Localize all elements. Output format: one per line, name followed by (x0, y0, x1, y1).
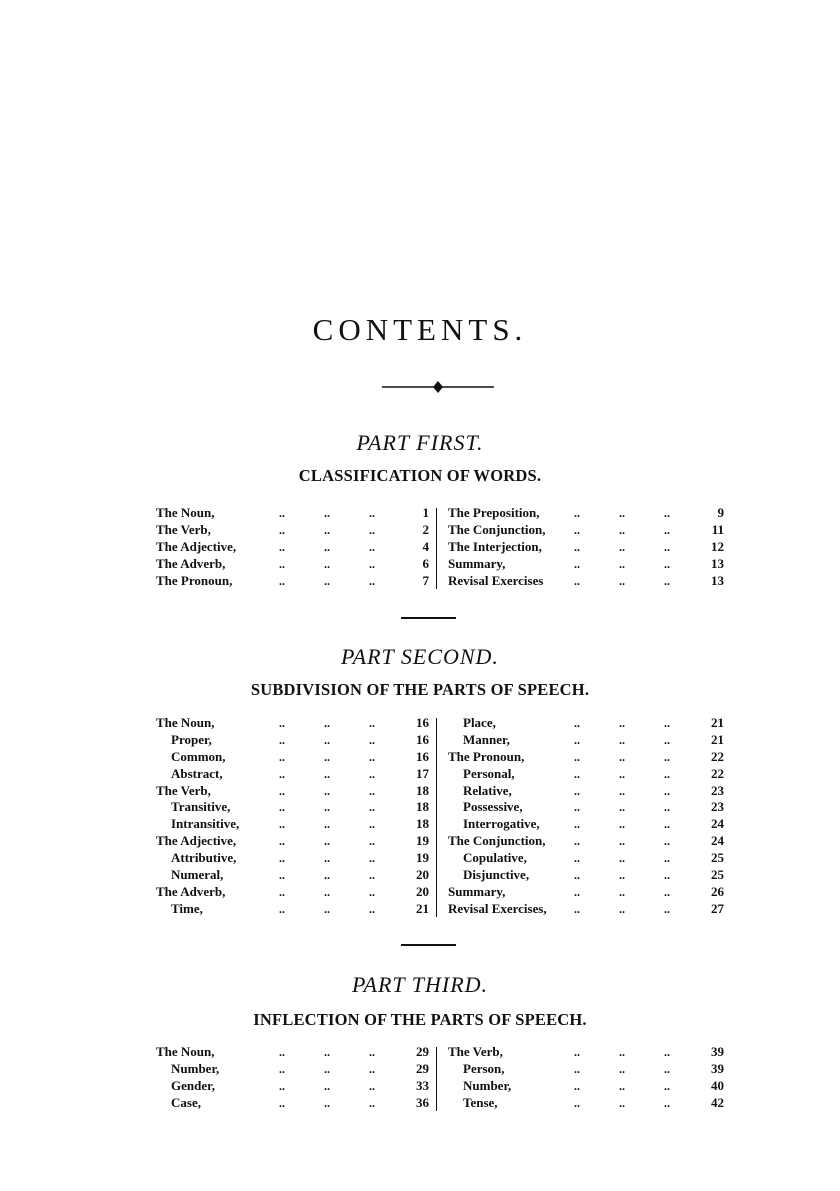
toc-entry-page-number: 18 (416, 816, 429, 832)
leader-dots: .. .. .. (574, 834, 670, 849)
toc-entry (448, 749, 724, 766)
leader-dots: .. .. .. (574, 573, 670, 588)
leader-dots: .. .. .. (279, 556, 375, 571)
toc-entry-label: Attributive, (171, 850, 237, 866)
toc-entry-label: The Adjective, (156, 833, 237, 849)
toc-entry-page-number: 21 (711, 715, 724, 730)
toc-entry-label: Case, (171, 1094, 201, 1110)
toc-entry-page-number: 23 (711, 782, 724, 798)
toc-entry-page-number: 26 (711, 883, 724, 899)
toc-entry-page-number: 22 (711, 748, 724, 764)
part-first-title: PART FIRST. (356, 430, 484, 455)
toc-entry-page-number: 25 (711, 867, 724, 883)
toc-entry (156, 556, 429, 573)
toc-entry-page-number: 18 (416, 782, 429, 798)
toc-entry-label: Summary, (448, 883, 506, 899)
toc-entry-label: Number, (463, 1077, 512, 1093)
toc-entry-label: Place, (463, 715, 496, 730)
toc-entry-page-number: 4 (422, 538, 429, 554)
leader-dots: .. .. .. (574, 749, 670, 764)
toc-entry-page-number: 20 (416, 883, 429, 899)
leader-dots: .. .. .. (279, 522, 375, 537)
leader-dots: .. .. .. (279, 817, 375, 832)
toc-column-right (448, 715, 724, 918)
toc-entry-page-number: 39 (711, 1044, 724, 1059)
page-title: CONTENTS. (312, 312, 528, 347)
toc-entry-label: Transitive, (171, 799, 231, 815)
leader-dots: .. .. .. (279, 800, 375, 815)
toc-entry (156, 732, 429, 749)
toc-entry-label: The Noun, (156, 715, 215, 730)
toc-entry-label: Abstract, (171, 765, 223, 781)
part-second-section-title: SUBDIVISION OF THE PARTS OF SPEECH. (250, 680, 590, 699)
toc-entry (448, 732, 724, 749)
toc-entry (448, 816, 724, 833)
leader-dots: .. .. .. (574, 556, 670, 571)
toc-entry (448, 867, 724, 884)
toc-entry (448, 884, 724, 901)
leader-dots: .. .. .. (279, 868, 375, 883)
toc-entry (448, 799, 724, 816)
toc-entry-page-number: 42 (711, 1094, 724, 1110)
toc-entry (448, 556, 724, 573)
toc-column-left (156, 715, 429, 918)
leader-dots: .. .. .. (574, 766, 670, 781)
toc-entry-page-number: 21 (416, 900, 429, 916)
toc-entry-label: The Pronoun, (448, 748, 525, 764)
leader-dots: .. .. .. (279, 749, 375, 764)
toc-entry (156, 867, 429, 884)
toc-entry-label: Copulative, (463, 850, 527, 866)
leader-dots: .. .. .. (279, 834, 375, 849)
toc-entry-label: Interrogative, (463, 816, 540, 832)
toc-entry (156, 1044, 429, 1061)
toc-entry (156, 799, 429, 816)
leader-dots: .. .. .. (574, 783, 670, 798)
toc-entry-label: Time, (171, 900, 203, 916)
part-first-section-title: CLASSIFICATION OF WORDS. (298, 466, 542, 485)
toc-entry-label: The Adverb, (156, 883, 226, 899)
toc-entry (156, 522, 429, 539)
toc-entry-label: The Verb, (448, 1044, 503, 1059)
toc-entry (448, 1061, 724, 1078)
toc-entry-page-number: 7 (422, 572, 429, 588)
leader-dots: .. .. .. (279, 766, 375, 781)
toc-entry-label: The Adjective, (156, 538, 237, 554)
toc-entry (156, 539, 429, 556)
toc-entry (156, 505, 429, 522)
toc-entry-label: The Conjunction, (448, 521, 546, 537)
toc-entry-label: The Noun, (156, 1044, 215, 1059)
toc-entry-label: Person, (463, 1060, 505, 1076)
toc-entry (448, 522, 724, 539)
toc-entry (156, 1078, 429, 1095)
toc-entry-page-number: 22 (711, 765, 724, 781)
toc-entry-page-number: 9 (717, 505, 724, 520)
leader-dots: .. .. .. (279, 1078, 375, 1093)
toc-entry-page-number: 20 (416, 867, 429, 883)
part-third-section-title: INFLECTION OF THE PARTS OF SPEECH. (253, 1010, 587, 1029)
leader-dots: .. .. .. (574, 901, 670, 916)
leader-dots: .. .. .. (574, 800, 670, 815)
toc-column-left (156, 505, 429, 589)
leader-dots: .. .. .. (574, 1095, 670, 1110)
part-second-title: PART SECOND. (341, 644, 499, 669)
leader-dots: .. .. .. (279, 1095, 375, 1110)
toc-entry-page-number: 6 (422, 555, 429, 571)
column-divider (436, 1047, 437, 1111)
leader-dots: .. .. .. (574, 522, 670, 537)
toc-entry-page-number: 33 (416, 1077, 429, 1093)
toc-entry-page-number: 11 (711, 521, 724, 537)
toc-entry-page-number: 12 (711, 538, 724, 554)
leader-dots: .. .. .. (279, 716, 375, 730)
toc-entry (156, 901, 429, 918)
toc-entry-page-number: 29 (416, 1060, 429, 1076)
toc-entry (156, 850, 429, 867)
toc-entry-page-number: 36 (416, 1094, 429, 1110)
leader-dots: .. .. .. (279, 783, 375, 798)
leader-dots: .. .. .. (279, 573, 375, 588)
toc-column-left (156, 1044, 429, 1112)
toc-entry-label: The Adverb, (156, 555, 226, 571)
toc-entry-label: Disjunctive, (463, 867, 530, 883)
toc-entry-page-number: 17 (416, 765, 429, 781)
toc-entry (156, 783, 429, 800)
column-divider (436, 508, 437, 589)
leader-dots: .. .. .. (279, 732, 375, 747)
toc-entry (448, 715, 724, 732)
toc-entry-label: Revisal Exercises (448, 572, 544, 588)
toc-entry (448, 766, 724, 783)
toc-entry (156, 1061, 429, 1078)
toc-entry-page-number: 19 (416, 850, 429, 866)
toc-entry (156, 715, 429, 732)
toc-entry-label: Numeral, (171, 867, 224, 883)
toc-entry-label: Relative, (463, 782, 512, 798)
rule-divider (401, 617, 456, 619)
toc-entry-page-number: 40 (711, 1077, 724, 1093)
leader-dots: .. .. .. (574, 1045, 670, 1059)
toc-entry (448, 783, 724, 800)
toc-entry-label: Personal, (463, 765, 515, 781)
toc-entry-label: Common, (171, 748, 226, 764)
toc-entry-label: Gender, (171, 1077, 215, 1093)
leader-dots: .. .. .. (574, 868, 670, 883)
toc-entry-page-number: 19 (416, 833, 429, 849)
leader-dots: .. .. .. (574, 1078, 670, 1093)
toc-entry (156, 573, 429, 590)
toc-entry (156, 766, 429, 783)
toc-entry (156, 749, 429, 766)
leader-dots: .. .. .. (574, 539, 670, 554)
toc-entry (448, 901, 724, 918)
toc-entry-page-number: 24 (711, 816, 724, 832)
toc-entry-page-number: 13 (711, 555, 724, 571)
toc-entry-page-number: 27 (711, 900, 724, 916)
toc-entry (448, 850, 724, 867)
toc-entry-page-number: 18 (416, 799, 429, 815)
toc-entry-page-number: 29 (416, 1044, 429, 1059)
toc-entry-page-number: 1 (422, 505, 429, 520)
toc-entry (448, 1095, 724, 1112)
toc-entry-page-number: 2 (422, 521, 429, 537)
toc-entry-label: Tense, (463, 1094, 498, 1110)
rule-divider (401, 944, 456, 946)
toc-entry-page-number: 23 (711, 799, 724, 815)
toc-entry-label: Proper, (171, 731, 212, 747)
toc-entry (448, 539, 724, 556)
toc-column-right (448, 505, 724, 589)
toc-entry-label: Intransitive, (171, 816, 240, 832)
leader-dots: .. .. .. (574, 1061, 670, 1076)
toc-entry-page-number: 24 (711, 833, 724, 849)
toc-entry-label: The Noun, (156, 505, 215, 520)
leader-dots: .. .. .. (574, 732, 670, 747)
toc-entry-label: The Pronoun, (156, 572, 233, 588)
part-third-title: PART THIRD. (351, 972, 489, 997)
toc-entry-page-number: 13 (711, 572, 724, 588)
leader-dots: .. .. .. (574, 716, 670, 730)
leader-dots: .. .. .. (279, 506, 375, 520)
toc-column-right (448, 1044, 724, 1112)
toc-entry-page-number: 16 (416, 748, 429, 764)
ornament-divider-icon (382, 380, 494, 394)
toc-entry (448, 573, 724, 590)
column-divider (436, 718, 437, 917)
toc-entry-page-number: 25 (711, 850, 724, 866)
toc-entry (156, 884, 429, 901)
leader-dots: .. .. .. (279, 851, 375, 866)
leader-dots: .. .. .. (279, 901, 375, 916)
toc-entry (156, 1095, 429, 1112)
toc-entry-label: Manner, (463, 731, 510, 747)
toc-entry-label: Possessive, (463, 799, 523, 815)
toc-entry-label: The Verb, (156, 521, 211, 537)
toc-entry (448, 1044, 724, 1061)
toc-entry (448, 1078, 724, 1095)
leader-dots: .. .. .. (279, 1061, 375, 1076)
toc-entry-page-number: 21 (711, 731, 724, 747)
leader-dots: .. .. .. (574, 817, 670, 832)
leader-dots: .. .. .. (574, 851, 670, 866)
toc-entry-page-number: 39 (711, 1060, 724, 1076)
toc-entry-page-number: 16 (416, 715, 429, 730)
toc-entry (156, 816, 429, 833)
toc-entry-label: Revisal Exercises, (448, 900, 547, 916)
toc-entry-label: The Interjection, (448, 538, 542, 554)
leader-dots: .. .. .. (574, 884, 670, 899)
toc-entry (448, 833, 724, 850)
leader-dots: .. .. .. (279, 539, 375, 554)
leader-dots: .. .. .. (574, 506, 670, 520)
toc-entry-label: Number, (171, 1060, 220, 1076)
toc-entry (448, 505, 724, 522)
leader-dots: .. .. .. (279, 884, 375, 899)
toc-entry-label: The Conjunction, (448, 833, 546, 849)
toc-entry-label: The Preposition, (448, 505, 540, 520)
toc-entry-page-number: 16 (416, 731, 429, 747)
toc-entry (156, 833, 429, 850)
toc-entry-label: The Verb, (156, 782, 211, 798)
toc-entry-label: Summary, (448, 555, 506, 571)
leader-dots: .. .. .. (279, 1045, 375, 1059)
